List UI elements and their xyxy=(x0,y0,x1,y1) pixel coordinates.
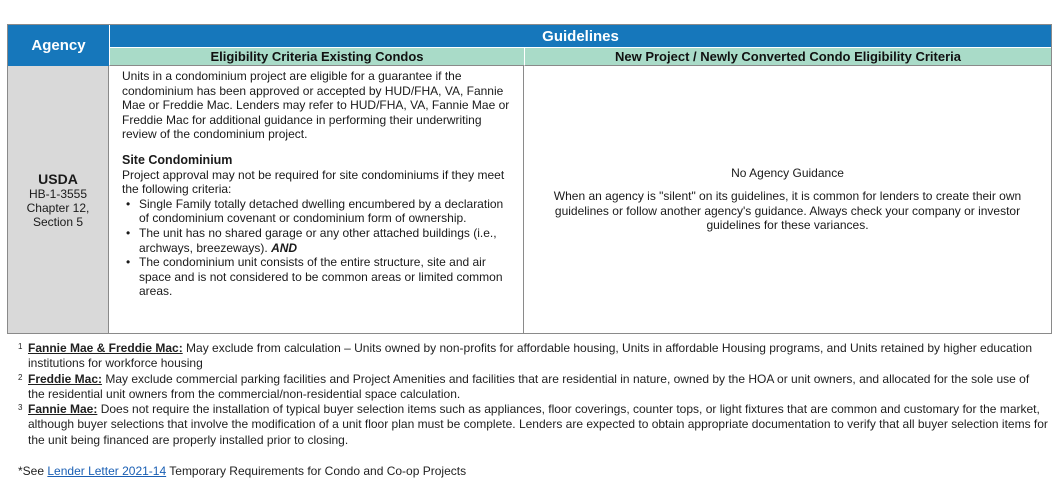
footnote-number: 3 xyxy=(18,403,23,413)
footnote-text: May exclude commercial parking facilities and Project Amenities and facilities that are residential in nature, owned by the HOA or unit owners, and allocated for the sole use of the residential unit owners from the commercial/non-residential space calculation. xyxy=(28,371,1030,401)
footnote-number: 2 xyxy=(18,372,23,382)
guidelines-table xyxy=(7,24,1052,334)
note-prefix: *See xyxy=(18,464,45,478)
footnote xyxy=(18,341,1048,372)
criteria-text: The condominium unit consists of the entire structure, site and air space and is not considered to be common areas or limited common areas. xyxy=(139,255,503,299)
site-condo-text: Project approval may not be required for site condominiums if they meet the following criteria: xyxy=(122,167,505,197)
agency-name: USDA xyxy=(38,170,78,187)
note-suffix: Temporary Requirements for Condo and Co-op Projects xyxy=(169,464,467,478)
footnote-number: 1 xyxy=(18,342,23,351)
site-criteria-list xyxy=(122,197,515,299)
footnote-text: Does not require the installation of typical buyer selection items such as appliances, floor coverings, counter tops, or light fixtures that are common and customary for the market, although buyer selections that involve the modification of a unit floor plan must be complete. Lenders are expected to obtain appropriate documentation to verify that all buyer selection items for the unit being financed are properly installed prior to closing. xyxy=(28,402,1048,447)
criteria-text: Single Family totally detached dwelling encumbered by a declaration of condominium covenant or condominium form of ownership. xyxy=(139,196,504,226)
list-item xyxy=(122,226,515,255)
no-agency-guidance: No Agency Guidance xyxy=(731,166,844,181)
silent-agency-note: When an agency is "silent" on its guidelines, it is common for lenders to create their own guidelines or follow another agency's guidance. Always check your company or investor guidelines for these variances. xyxy=(553,188,1022,233)
footnote-label: Fannie Mae & Freddie Mac: xyxy=(28,341,183,355)
agency-section-ref: Section 5 xyxy=(32,214,84,229)
see-note xyxy=(18,464,466,478)
new-project-cell xyxy=(524,66,1051,333)
footnotes xyxy=(18,341,1048,448)
new-project-header: New Project / Newly Converted Condo Eligibility Criteria xyxy=(524,47,1051,66)
footnote-text: May exclude from calculation – Units owned by non-profits for affordable housing, Units in affordable Housing programs, and Units retained by higher education institutions for workforce housing xyxy=(28,341,1033,371)
criteria-text: The unit has no shared garage or any other attached buildings (i.e., archways, breezeways). xyxy=(139,225,497,255)
footnote-label: Freddie Mac: xyxy=(28,371,103,386)
lender-letter-link[interactable]: Lender Letter 2021-14 xyxy=(47,464,167,478)
existing-intro: Units in a condominium project are eligible for a guarantee if the condominium has been approved or accepted by HUD/FHA, VA, Fannie Mae or Freddie Mac. Lenders may refer to HUD/FHA, VA, Fannie Mae or Freddie Mac for additional guidance in performing their underwriting review of the condominium project. xyxy=(122,69,510,142)
and-label: AND xyxy=(271,240,298,255)
footnote xyxy=(18,402,1048,448)
agency-cell xyxy=(8,66,109,333)
footnote-label: Fannie Mae: xyxy=(28,402,98,417)
agency-chapter-ref: Chapter 12, xyxy=(26,200,90,215)
site-condo-title: Site Condominium xyxy=(122,152,233,167)
existing-condos-header: Eligibility Criteria Existing Condos xyxy=(109,47,524,66)
agency-handbook-ref: HB-1-3555 xyxy=(28,186,88,201)
list-item xyxy=(122,255,515,299)
footnote xyxy=(18,372,1048,403)
guidelines-header: Guidelines xyxy=(109,25,1051,47)
list-item xyxy=(122,197,515,226)
existing-condos-cell xyxy=(109,66,524,333)
agency-header: Agency xyxy=(8,25,109,66)
